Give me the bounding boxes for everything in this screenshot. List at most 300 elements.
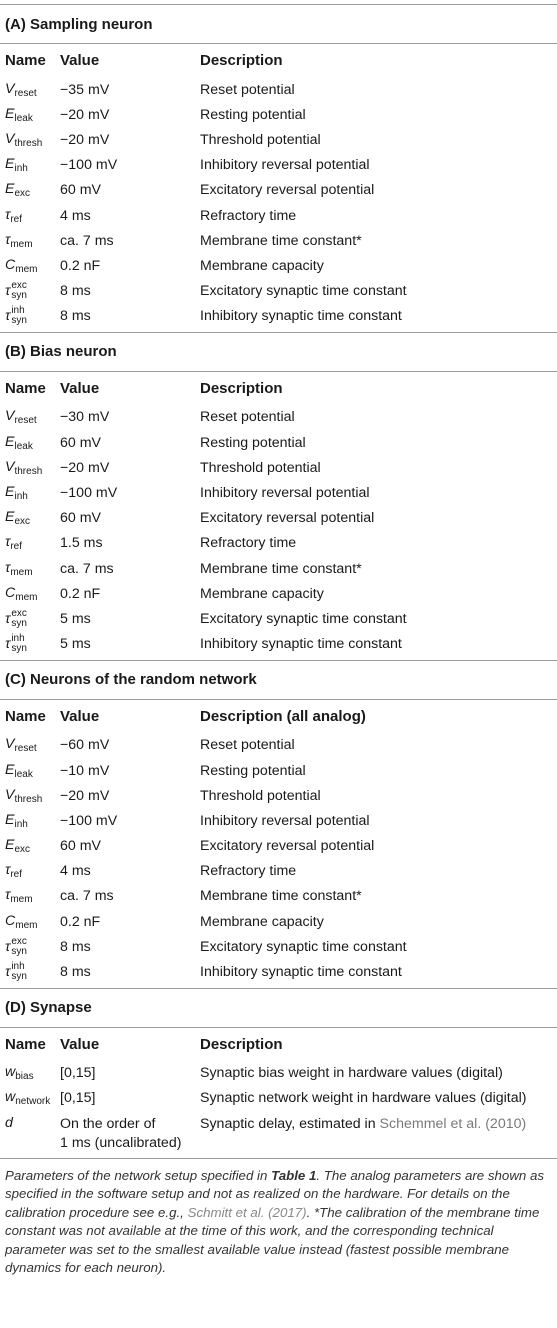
parameter-symbol (5, 1089, 51, 1108)
value-text: 60 mV (60, 510, 102, 527)
parameter-name (0, 1064, 60, 1082)
parameter-symbol (5, 408, 37, 427)
parameter-name (0, 862, 60, 880)
table-row (0, 581, 557, 606)
symbol-subscript: thresh (14, 465, 43, 477)
parameter-value (60, 763, 200, 779)
parameter-symbol (5, 887, 33, 906)
symbol-subscript: inh (14, 818, 28, 830)
symbol-letter: E (5, 105, 15, 122)
description-text: Membrane time constant* (200, 888, 362, 905)
parameter-value (60, 813, 200, 829)
parameter-name (0, 787, 60, 805)
value-text: [0,15] (60, 1090, 96, 1107)
parameter-symbol (5, 280, 27, 302)
parameter-name (0, 736, 60, 754)
column-header: Description (200, 1035, 283, 1053)
parameter-value (60, 863, 200, 879)
parameter-symbol (5, 736, 37, 755)
symbol-scripts (11, 306, 27, 326)
description-text: Excitatory synaptic time constant (200, 283, 407, 300)
description-text: Refractory time (200, 207, 297, 224)
value-text: 0.2 nF (60, 585, 101, 602)
value-text: 0.2 nF (60, 257, 101, 274)
table-row (0, 1086, 557, 1111)
parameter-value (60, 157, 200, 173)
parameter-value (60, 283, 200, 299)
parameter-name (0, 762, 60, 780)
symbol-letter: V (5, 130, 15, 147)
symbol-scripts (11, 962, 27, 982)
table-row (0, 1061, 557, 1086)
symbol-letter: E (5, 181, 15, 198)
description-text: Inhibitory reversal potential (200, 485, 370, 502)
symbol-scripts (11, 609, 27, 629)
table-row (0, 304, 557, 329)
description-text: Refractory time (200, 863, 297, 880)
parameter-description (200, 1115, 557, 1134)
symbol-letter: E (5, 433, 15, 450)
parameter-description (200, 435, 557, 451)
parameter-description (200, 535, 557, 551)
parameter-symbol (5, 156, 28, 175)
parameter-name (0, 560, 60, 578)
value-text: −20 mV (60, 106, 110, 123)
parameter-symbol (5, 257, 37, 273)
parameter-symbol (5, 305, 27, 327)
parameter-symbol (5, 131, 42, 147)
parameter-name (0, 257, 60, 275)
parameter-description (200, 636, 557, 652)
symbol-subscript: reset (14, 743, 37, 755)
parameter-description (200, 510, 557, 526)
column-header: Value (60, 707, 100, 725)
symbol-subscript: mem (15, 263, 38, 275)
parameter-symbol (5, 1115, 13, 1131)
value-text: 5 ms (60, 636, 91, 653)
parameter-name (0, 459, 60, 477)
parameter-symbol (5, 862, 22, 881)
parameter-name (0, 812, 60, 830)
parameter-value (60, 964, 200, 980)
parameter-description (200, 132, 557, 148)
parameter-value (60, 409, 200, 425)
caption-citation-link[interactable]: Schmitt et al. (2017) (187, 1204, 307, 1220)
parameter-description (200, 1065, 557, 1081)
value-text: 60 mV (60, 434, 102, 451)
parameter-symbol (5, 207, 22, 223)
value-text: −100 mV (60, 812, 118, 829)
description-text: Reset potential (200, 409, 295, 426)
parameter-description (200, 611, 557, 627)
symbol-letter: V (5, 786, 15, 803)
symbol-subscript: exc (14, 844, 31, 856)
parameter-symbol (5, 560, 33, 576)
symbol-letter: E (5, 509, 15, 526)
table-row (0, 405, 557, 430)
symbol-superscript: exc (11, 280, 27, 292)
value-text: 60 mV (60, 838, 102, 855)
column-header: Description (200, 379, 283, 397)
parameter-name (0, 1115, 60, 1131)
symbol-letter: τ (5, 282, 11, 299)
parameter-name (0, 609, 60, 629)
table-row (0, 758, 557, 783)
symbol-subscript: syn (11, 971, 27, 983)
description-text: Inhibitory reversal potential (200, 157, 370, 174)
symbol-subscript: reset (14, 415, 37, 427)
value-text: 1.5 ms (60, 535, 103, 552)
parameter-value (60, 82, 200, 98)
description-text: Inhibitory synaptic time constant (200, 964, 402, 981)
value-text: 8 ms (60, 308, 91, 325)
parameter-name (0, 913, 60, 931)
description-text: Threshold potential (200, 131, 321, 148)
parameter-description (200, 763, 557, 779)
description-text: Resting potential (200, 106, 306, 123)
parameter-symbol (5, 812, 28, 828)
citation-link[interactable]: Schemmel et al. (2010) (379, 1116, 527, 1132)
value-text: ca. 7 ms (60, 888, 114, 905)
value-text: −20 mV (60, 787, 110, 804)
symbol-letter: C (5, 256, 16, 273)
parameter-symbol (5, 81, 37, 97)
caption-text-2: . The analog parameters are shown as specified in the software setup and not as realized on the hardware. For details on the calibration procedure see e.g., (5, 1168, 545, 1220)
parameter-name (0, 434, 60, 452)
parameter-description (200, 182, 557, 198)
symbol-letter: E (5, 811, 15, 828)
caption-text-3: . *The calibration of the membrane time constant was not available at the time of this work, and the corresponding technical parameter was set to the smallest available value instead (fastest possible membrane dynamics for each neuron). (5, 1204, 540, 1276)
parameter-value (60, 888, 200, 904)
table-row (0, 884, 557, 909)
column-header: Value (60, 1035, 100, 1053)
section-title: (B) Bias neuron (5, 343, 117, 361)
parameter-symbol (5, 913, 37, 929)
column-headers (0, 700, 557, 733)
parameter-name (0, 207, 60, 225)
parameter-symbol (5, 762, 33, 778)
parameter-description (200, 888, 557, 904)
table-row (0, 733, 557, 758)
symbol-letter: V (5, 736, 15, 753)
parameter-value (60, 586, 200, 602)
symbol-subscript: network (15, 1096, 51, 1108)
value-text: −30 mV (60, 409, 110, 426)
parameter-description (200, 82, 557, 98)
symbol-letter: τ (5, 559, 11, 576)
table-row (0, 834, 557, 859)
symbol-letter: E (5, 761, 15, 778)
symbol-letter: τ (5, 963, 11, 980)
symbol-superscript: inh (11, 633, 25, 645)
parameter-description (200, 964, 557, 980)
parameter-name (0, 232, 60, 250)
parameter-value (60, 611, 200, 627)
parameter-symbol (5, 534, 22, 553)
symbol-letter: V (5, 408, 15, 425)
table-row (0, 909, 557, 934)
table-row (0, 77, 557, 102)
parameter-description (200, 939, 557, 955)
table-row (0, 1111, 557, 1155)
parameter-value (60, 939, 200, 955)
symbol-subscript: ref (10, 869, 22, 881)
table-section (0, 988, 557, 1158)
description-text: Synaptic network weight in hardware values (digital) (200, 1090, 527, 1107)
symbol-letter: τ (5, 887, 11, 904)
symbol-subscript: reset (14, 87, 37, 99)
description-text: Membrane capacity (200, 913, 324, 930)
symbol-subscript: leak (14, 768, 33, 780)
parameter-name (0, 1089, 60, 1107)
symbol-superscript: inh (11, 305, 25, 317)
description-text: Reset potential (200, 81, 295, 98)
parameter-value (60, 1065, 200, 1081)
parameter-name (0, 509, 60, 527)
column-header: Description (200, 52, 283, 69)
description-text: Inhibitory synaptic time constant (200, 636, 402, 653)
symbol-superscript: exc (11, 935, 27, 947)
value-text: −100 mV (60, 157, 118, 174)
table-row (0, 480, 557, 505)
column-header: Value (60, 52, 100, 69)
value-text: 60 mV (60, 182, 102, 199)
parameter-name (0, 534, 60, 552)
description-text: Reset potential (200, 737, 295, 754)
value-text-line2: 1 ms (uncalibrated) (60, 1135, 182, 1151)
symbol-letter: τ (5, 231, 11, 248)
description-text: Membrane capacity (200, 585, 324, 602)
table-section (0, 660, 557, 988)
symbol-superscript: inh (11, 961, 25, 973)
table-section (0, 332, 557, 660)
table-row (0, 531, 557, 556)
parameter-symbol (5, 585, 37, 601)
parameter-description (200, 157, 557, 173)
symbol-letter: τ (5, 862, 11, 879)
parameter-symbol (5, 633, 27, 655)
symbol-letter: V (5, 458, 15, 475)
value-text: [0,15] (60, 1065, 96, 1082)
parameter-description (200, 460, 557, 476)
parameter-symbol (5, 935, 27, 957)
table-row (0, 859, 557, 884)
parameter-symbol (5, 434, 33, 450)
parameter-name (0, 181, 60, 199)
value-text: 0.2 nF (60, 913, 101, 930)
parameter-value (60, 510, 200, 526)
symbol-subscript: inh (14, 163, 28, 175)
column-header: Name (5, 1035, 46, 1053)
table-section (0, 4, 557, 332)
section-title: (A) Sampling neuron (5, 15, 153, 33)
parameter-name (0, 937, 60, 957)
column-header: Name (5, 707, 46, 725)
parameter-description (200, 208, 557, 224)
value-text: 4 ms (60, 207, 91, 224)
symbol-scripts (11, 634, 27, 654)
column-headers (0, 1028, 557, 1061)
description-text: Resting potential (200, 434, 306, 451)
table-row (0, 203, 557, 228)
symbol-subscript: mem (15, 919, 38, 931)
description-text: Excitatory synaptic time constant (200, 610, 407, 627)
table-caption (0, 1159, 557, 1277)
parameter-value (60, 737, 200, 753)
symbol-subscript: leak (14, 440, 33, 452)
symbol-subscript: thresh (14, 137, 43, 149)
description-text: Resting potential (200, 762, 306, 779)
value-text: 8 ms (60, 938, 91, 955)
parameter-value (60, 1090, 200, 1106)
parameter-description (200, 409, 557, 425)
symbol-subscript: mem (10, 566, 33, 578)
description-text: Inhibitory synaptic time constant (200, 308, 402, 325)
symbol-subscript: thresh (14, 793, 43, 805)
parameter-description (200, 863, 557, 879)
symbol-scripts (11, 281, 27, 301)
parameter-name (0, 281, 60, 301)
parameter-description (200, 813, 557, 829)
value-text: 8 ms (60, 964, 91, 981)
parameter-name (0, 887, 60, 905)
parameter-symbol (5, 106, 33, 122)
parameter-name (0, 484, 60, 502)
symbol-subscript: mem (10, 238, 33, 250)
parameter-name (0, 634, 60, 654)
parameter-name (0, 962, 60, 982)
parameter-description (200, 838, 557, 854)
table-row (0, 253, 557, 278)
symbol-subscript: inh (14, 491, 28, 503)
parameter-description (200, 485, 557, 501)
description-text: Refractory time (200, 535, 297, 552)
table-row (0, 455, 557, 480)
parameter-symbol (5, 961, 27, 983)
parameter-description (200, 914, 557, 930)
symbol-subscript: exc (14, 516, 31, 528)
symbol-letter: E (5, 484, 15, 501)
description-text: Excitatory reversal potential (200, 838, 375, 855)
symbol-scripts (11, 937, 27, 957)
table-row (0, 178, 557, 203)
description-text: Synaptic bias weight in hardware values (digital) (200, 1065, 503, 1082)
symbol-letter: V (5, 80, 15, 97)
parameter-name (0, 81, 60, 99)
symbol-subscript: ref (10, 541, 22, 553)
parameter-value (60, 435, 200, 451)
value-text: ca. 7 ms (60, 232, 114, 249)
description-text: Membrane time constant* (200, 560, 362, 577)
description-text: Inhibitory reversal potential (200, 812, 370, 829)
symbol-subscript: syn (11, 290, 27, 302)
parameter-value (60, 460, 200, 476)
symbol-subscript: syn (11, 643, 27, 655)
column-header: Name (5, 379, 46, 397)
parameter-description (200, 233, 557, 249)
parameter-value (60, 233, 200, 249)
table-row (0, 959, 557, 984)
section-title: (D) Synapse (5, 999, 92, 1017)
symbol-letter: τ (5, 534, 11, 551)
parameter-symbol (5, 1064, 34, 1083)
parameter-value (60, 107, 200, 123)
table-row (0, 934, 557, 959)
value-text: −20 mV (60, 459, 110, 476)
parameter-symbol (5, 837, 31, 856)
parameter-value (60, 208, 200, 224)
parameter-description (200, 737, 557, 753)
description-text: Threshold potential (200, 459, 321, 476)
caption-text-1: Parameters of the network setup specified in (5, 1168, 272, 1183)
symbol-letter: E (5, 156, 15, 173)
parameter-description (200, 788, 557, 804)
symbol-superscript: exc (11, 607, 27, 619)
parameter-value (60, 258, 200, 274)
table-row (0, 783, 557, 808)
parameter-description (200, 308, 557, 324)
parameter-symbol (5, 181, 31, 200)
description-text: Threshold potential (200, 787, 321, 804)
symbol-subscript: mem (10, 894, 33, 906)
column-headers (0, 44, 557, 77)
parameter-description (200, 586, 557, 602)
symbol-subscript: bias (15, 1071, 34, 1083)
symbol-subscript: syn (11, 617, 27, 629)
parameter-value (60, 788, 200, 804)
symbol-letter: τ (5, 610, 11, 627)
value-text: −10 mV (60, 762, 110, 779)
table-row (0, 279, 557, 304)
symbol-subscript: mem (15, 591, 38, 603)
value-text: −100 mV (60, 485, 118, 502)
value-text: 5 ms (60, 610, 91, 627)
symbol-subscript: syn (11, 315, 27, 327)
symbol-letter: τ (5, 308, 11, 325)
caption-table-link[interactable]: Table 1 (271, 1168, 317, 1183)
parameter-value (60, 838, 200, 854)
symbol-letter: τ (5, 206, 11, 223)
value-text: ca. 7 ms (60, 560, 114, 577)
parameter-name (0, 156, 60, 174)
table-row (0, 606, 557, 631)
parameter-symbol (5, 232, 33, 248)
value-text: 4 ms (60, 863, 91, 880)
parameter-value (60, 535, 200, 551)
parameter-value (60, 636, 200, 652)
parameter-name (0, 837, 60, 855)
parameter-value (60, 485, 200, 501)
column-header: Name (5, 52, 46, 69)
table-row (0, 556, 557, 581)
parameter-value (60, 182, 200, 198)
parameter-value (60, 914, 200, 930)
parameter-value (60, 132, 200, 148)
parameter-symbol (5, 607, 27, 629)
parameter-symbol (5, 484, 28, 503)
table-row (0, 808, 557, 833)
symbol-subscript: syn (11, 945, 27, 957)
parameter-name (0, 585, 60, 603)
parameter-name (0, 131, 60, 149)
parameter-symbol (5, 459, 42, 475)
value-text: −35 mV (60, 81, 110, 98)
table-row (0, 102, 557, 127)
symbol-letter: d (5, 1115, 13, 1131)
parameter-symbol (5, 787, 42, 803)
description-text: Excitatory reversal potential (200, 182, 375, 199)
symbol-letter: w (5, 1064, 16, 1081)
